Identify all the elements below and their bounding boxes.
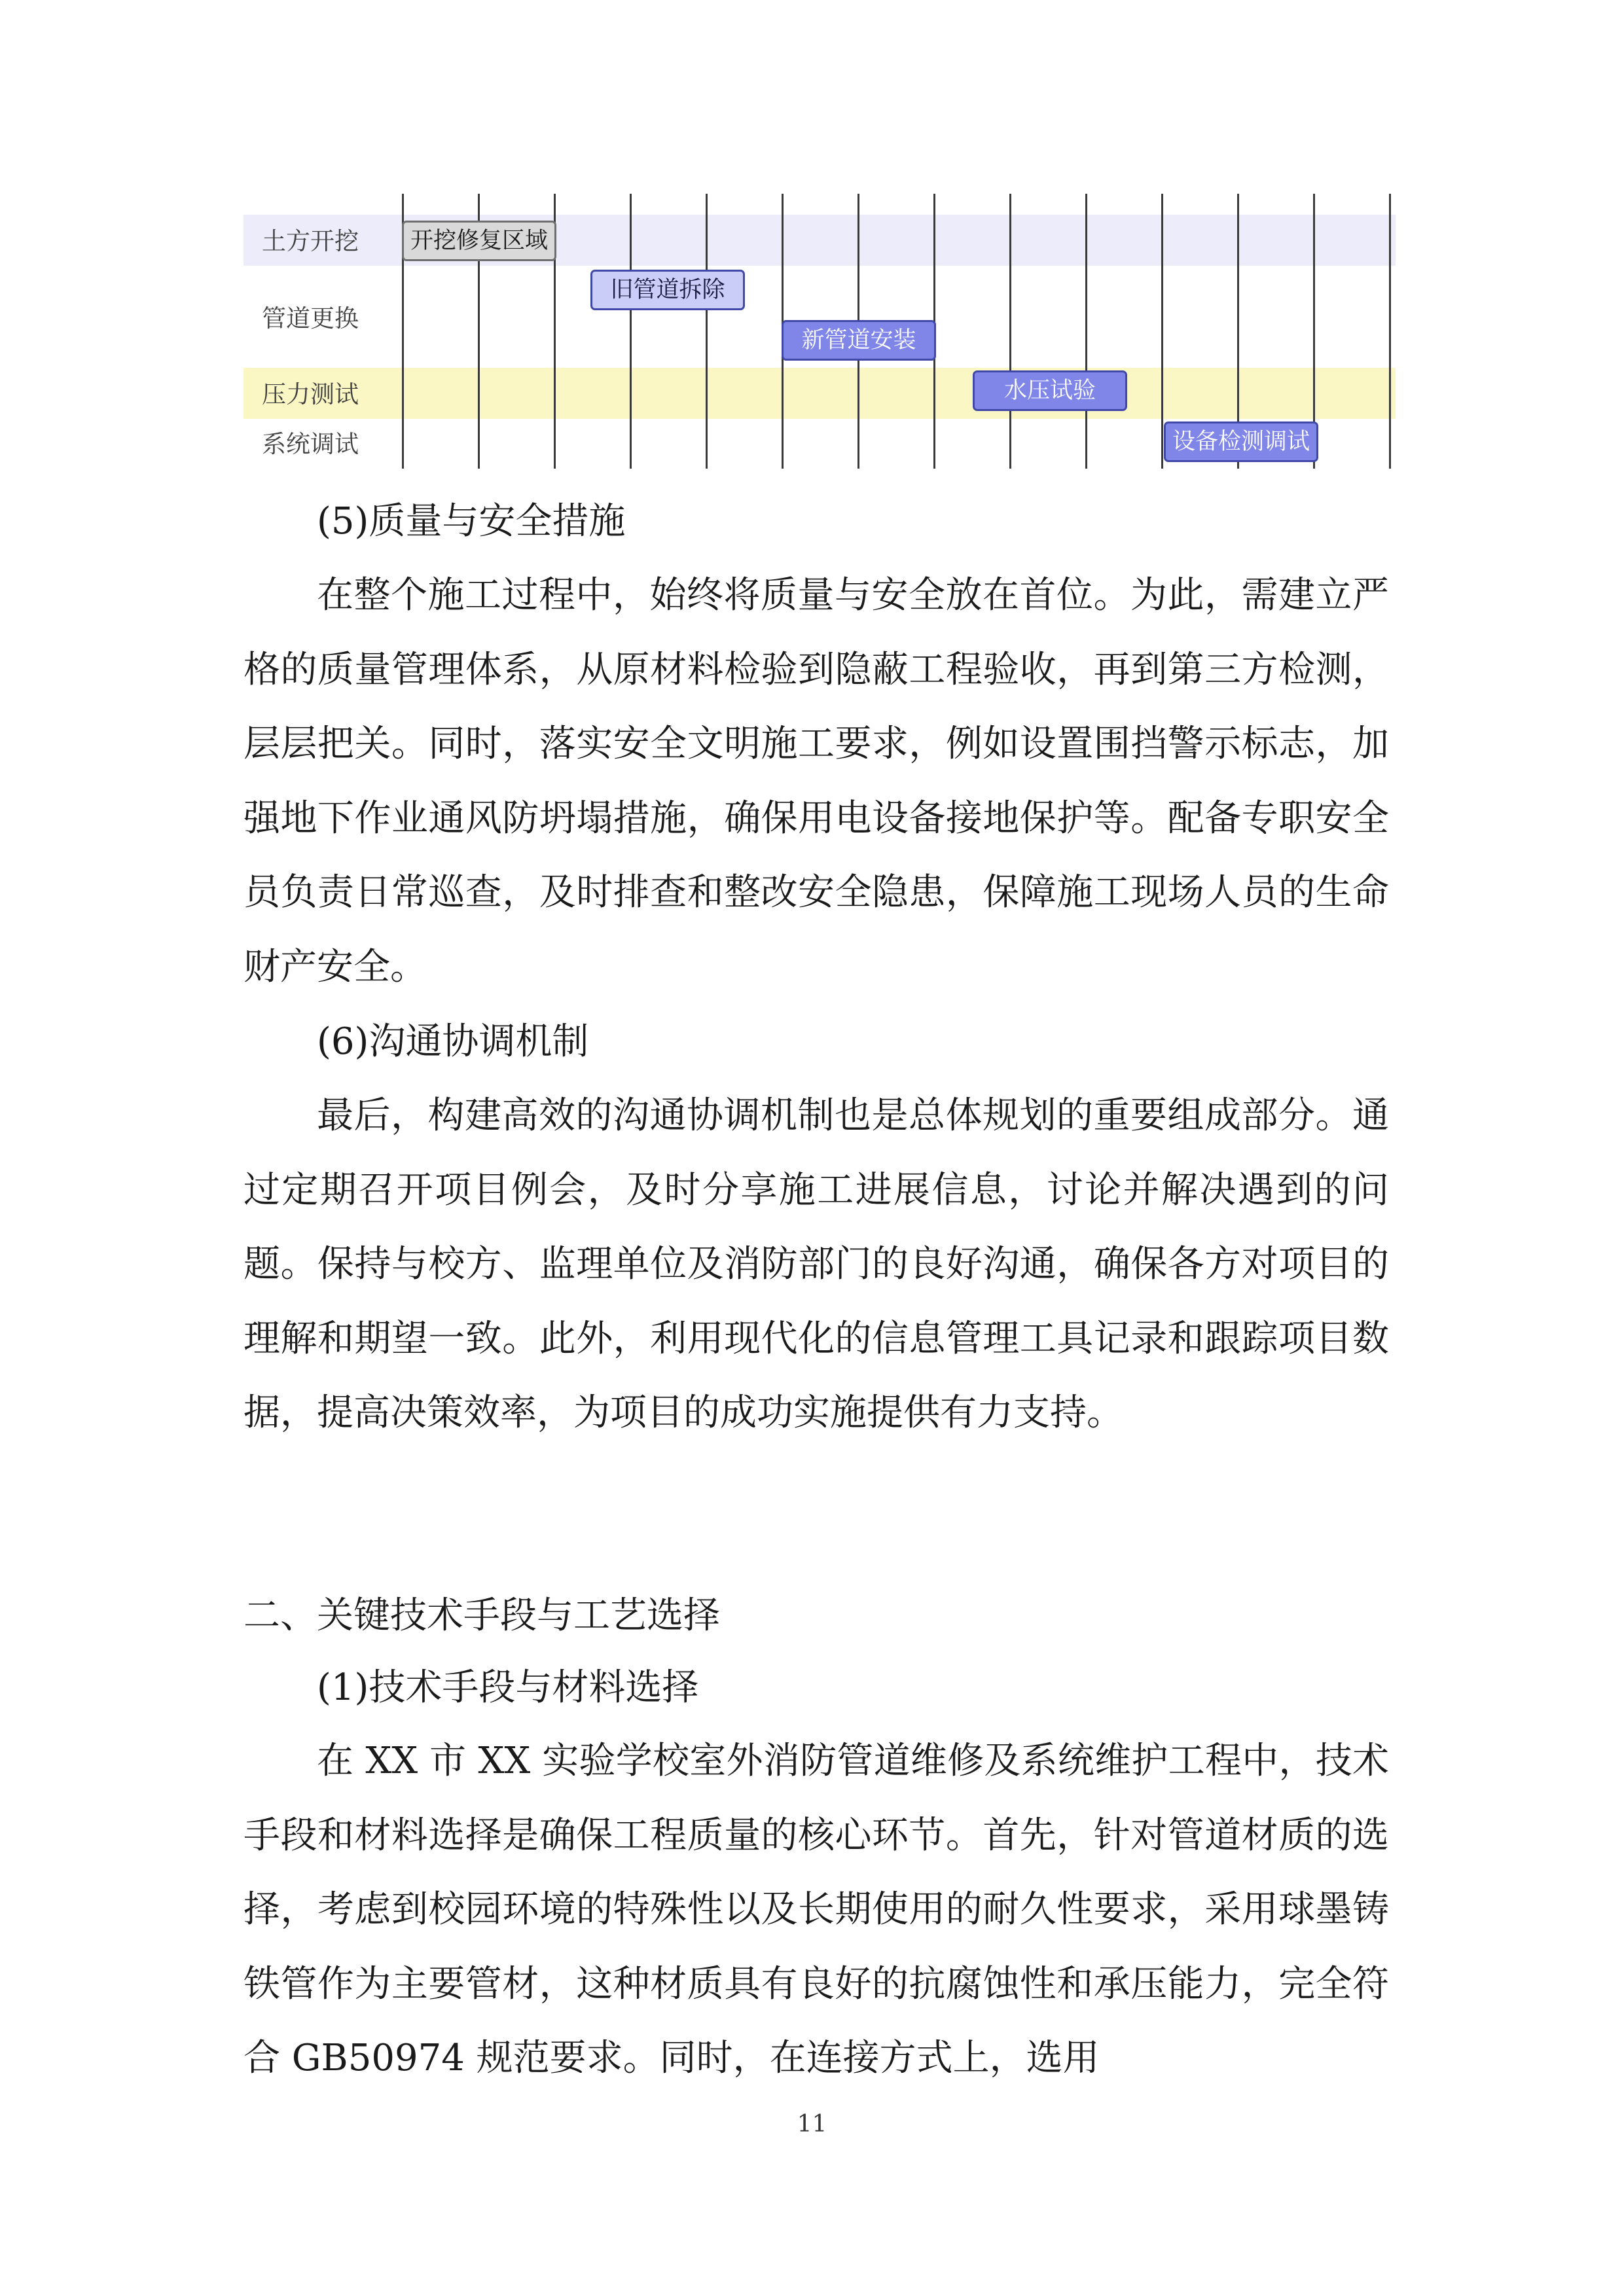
gantt-gridline [630,194,632,469]
paragraph-tech: 在 XX 市 XX 实验学校室外消防管道维修及系统维护工程中，技术手段和材料选择是确保工程质量的核心环节。首先，针对管道材质的选择，考虑到校园环境的特殊性以及长期使用的耐久性要求，采用球墨铸铁管作为主要管材，这种材质具有良好的抗腐蚀性和承压能力，完全符合 GB50974 规范要求。同时，在连接方式上，选用 [244,1740,1389,2079]
section-heading-communication: (6)沟通协调机制 [317,1020,589,1063]
gantt-task-bar: 新管道安装 [782,320,936,361]
gantt-task-bar: 设备检测调试 [1164,422,1318,462]
gantt-chart [244,194,1396,469]
gantt-gridline [706,194,708,469]
gantt-row-label: 管道更换 [262,304,359,332]
chapter-heading: 二、关键技术手段与工艺选择 [244,1594,720,1637]
gantt-row-label: 压力测试 [262,380,359,408]
gantt-task-bar: 旧管道拆除 [590,270,745,310]
gantt-task-bar: 开挖修复区域 [402,221,556,261]
paragraph-communication: 最后，构建高效的沟通协调机制也是总体规划的重要组成部分。通过定期召开项目例会，及时分享施工进展信息，讨论并解决遇到的问题。保持与校方、监理单位及消防部门的良好沟通，确保各方对项目的理解和期望一致。此外，利用现代化的信息管理工具记录和跟踪项目数据，提高决策效率，为项目的成功实施提供有力支持。 [244,1094,1389,1434]
gantt-gridline [1161,194,1163,469]
gantt-gridline [1389,194,1391,469]
gantt-row-label: 系统调试 [262,430,359,458]
gantt-gridline [1009,194,1011,469]
gantt-gridline [1085,194,1087,469]
gantt-task-bar: 水压试验 [973,370,1127,411]
section-heading-quality: (5)质量与安全措施 [317,500,626,543]
section-heading-tech: (1)技术手段与材料选择 [317,1666,699,1709]
gantt-row-band [244,368,1396,419]
page-number: 11 [797,2111,827,2138]
gantt-row-label: 土方开挖 [262,227,359,255]
paragraph-quality: 在整个施工过程中，始终将质量与安全放在首位。为此，需建立严格的质量管理体系，从原材料检验到隐蔽工程验收，再到第三方检测，层层把关。同时，落实安全文明施工要求，例如设置围挡警示标志，加强地下作业通风防坍塌措施，确保用电设备接地保护等。配备专职安全员负责日常巡查，及时排查和整改安全隐患，保障施工现场人员的生命财产安全。 [244,574,1389,988]
